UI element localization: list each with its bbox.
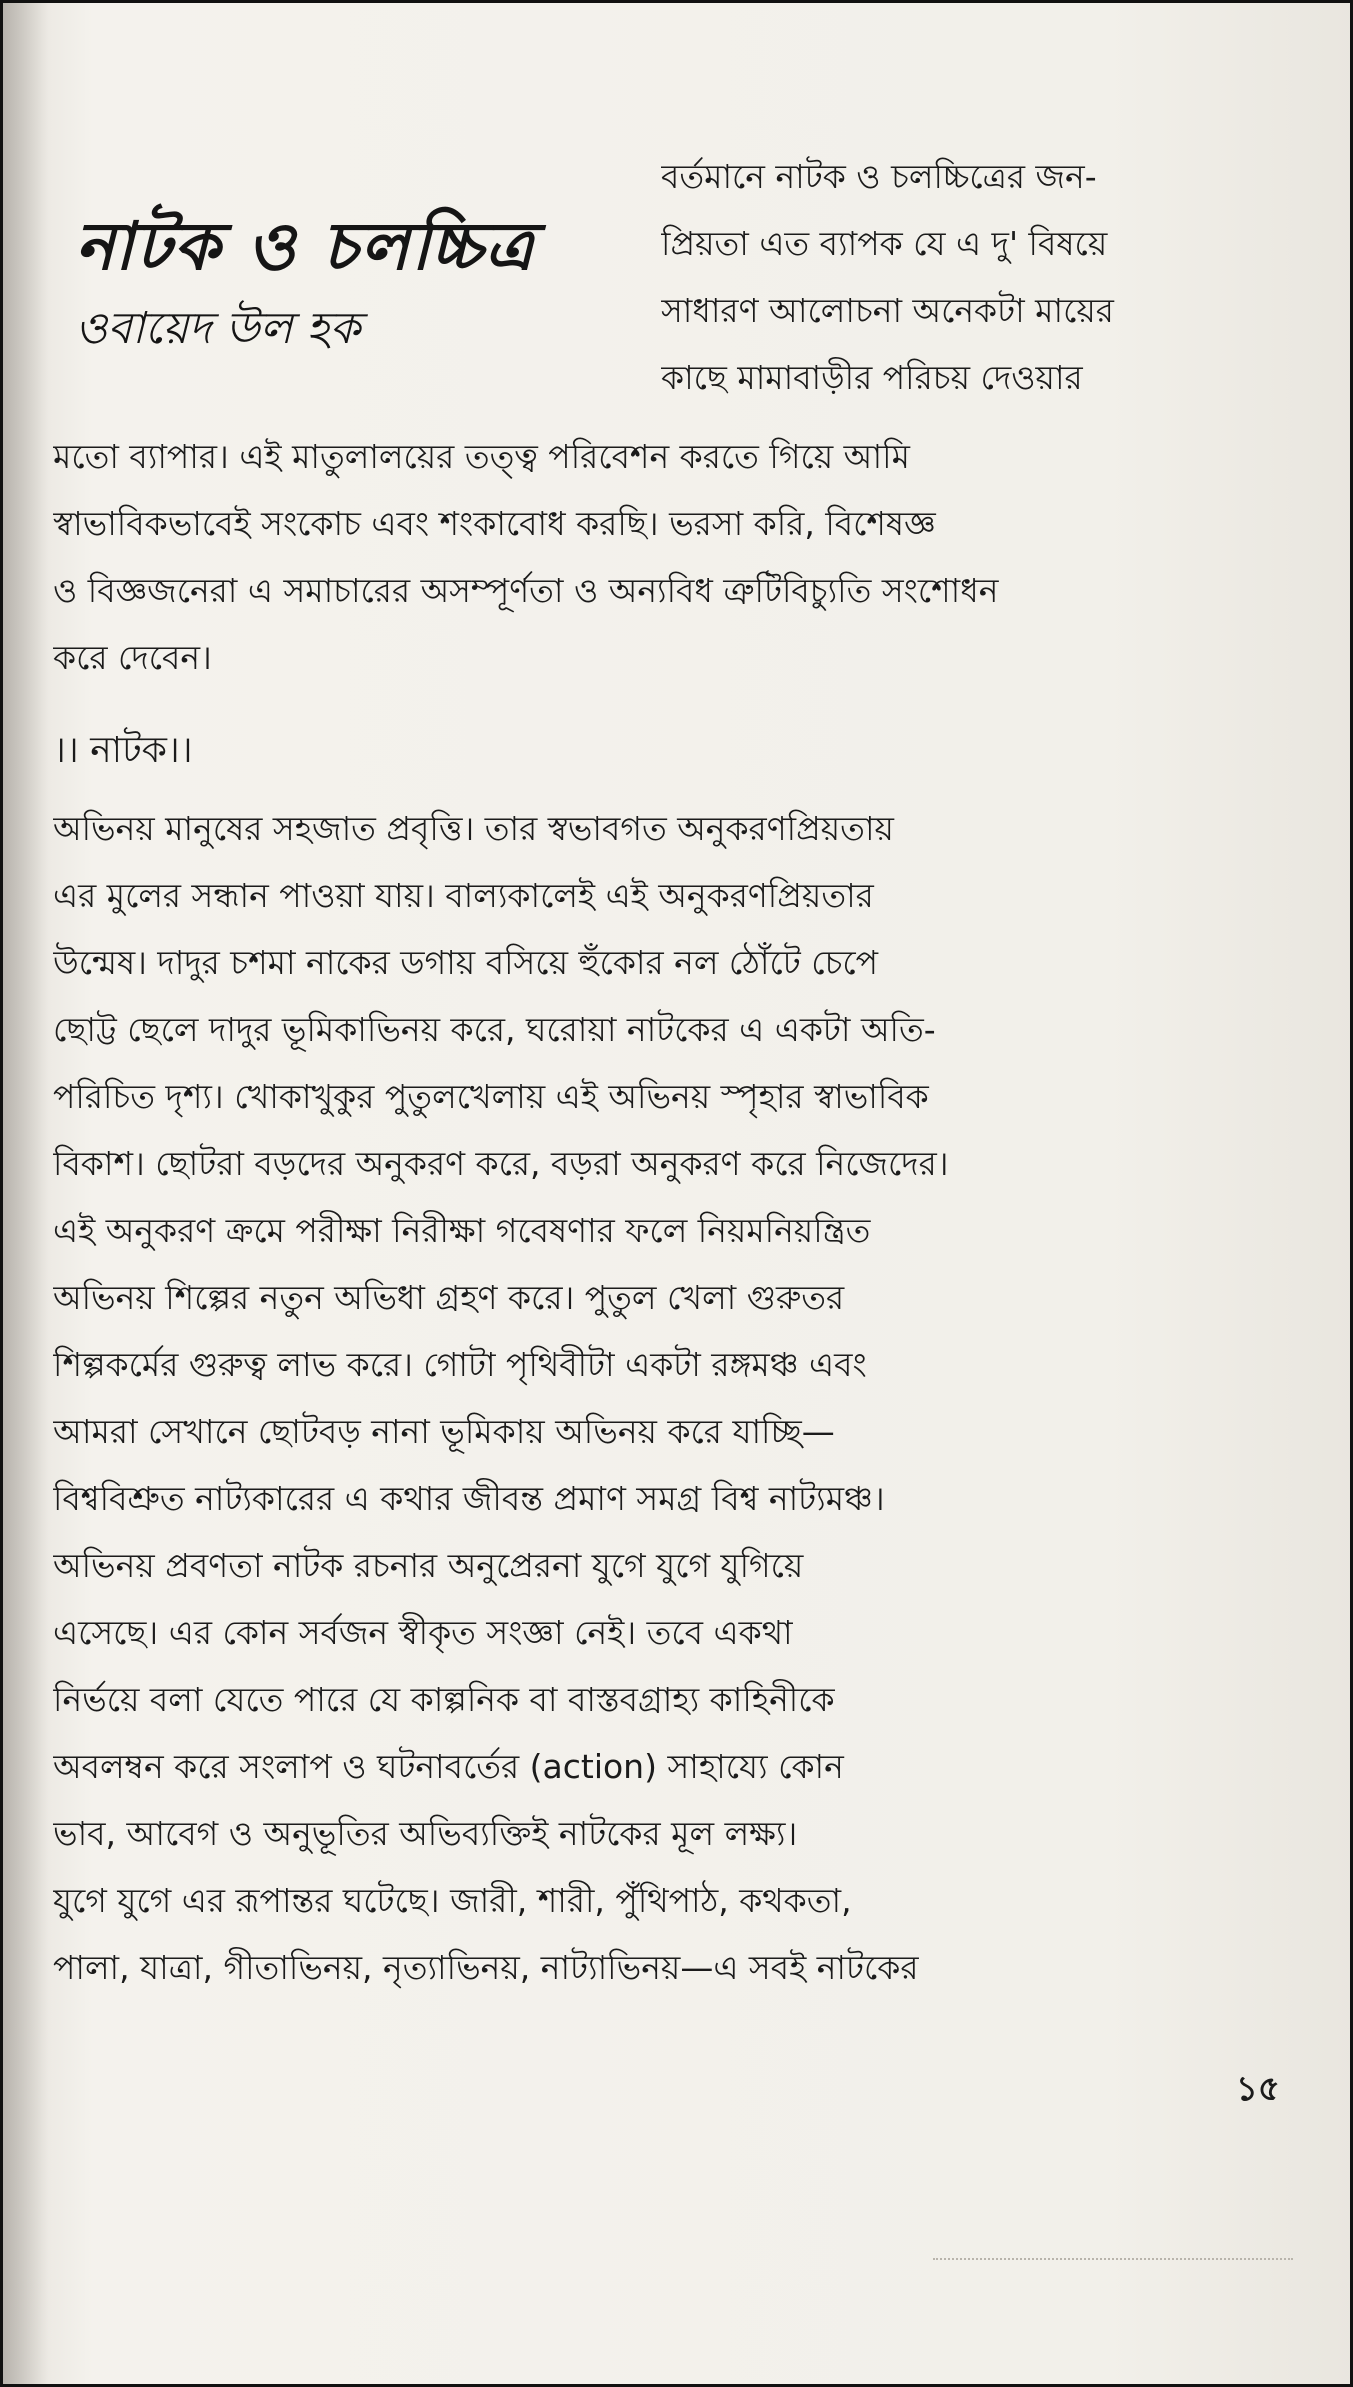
text-line: বিশ্ববিশ্রুত নাট্যকারের এ কথার জীবন্ত প্রমাণ সমগ্র বিশ্ব নাট্যমঞ্চ। bbox=[53, 1479, 885, 1518]
text-line: করে দেবেন। bbox=[53, 638, 212, 677]
text-line: স্বাভাবিকভাবেই সংকোচ এবং শংকাবোধ করছি। ভরসা করি, বিশেষজ্ঞ bbox=[53, 504, 936, 543]
text-line: ভাব, আবেগ ও অনুভূতির অভিব্যক্তিই নাটকের মূল লক্ষ্য। bbox=[53, 1814, 798, 1853]
text-line: আমরা সেখানে ছোটবড় নানা ভূমিকায় অভিনয় করে যাচ্ছি— bbox=[53, 1412, 835, 1451]
text-line: এই অনুকরণ ক্রমে পরীক্ষা নিরীক্ষা গবেষণার ফলে নিয়মনিয়ন্ত্রিত bbox=[53, 1211, 871, 1250]
text-line: বিকাশ। ছোটরা বড়দের অনুকরণ করে, বড়রা অনুকরণ করে নিজেদের। bbox=[53, 1144, 949, 1183]
text-line: যুগে যুগে এর রূপান্তর ঘটেছে। জারী, শারী, পুঁথিপাঠ, কথকতা, bbox=[53, 1881, 852, 1920]
page-number: ১৫ bbox=[1235, 2069, 1280, 2109]
text-line: এর মুলের সন্ধান পাওয়া যায়। বাল্যকালেই এই অনুকরণপ্রিয়তার bbox=[53, 876, 874, 915]
text-line: অভিনয় প্রবণতা নাটক রচনার অনুপ্রেরনা যুগে যুগে যুগিয়ে bbox=[53, 1546, 804, 1585]
title-block bbox=[75, 203, 615, 359]
text-line: শিল্পকর্মের গুরুত্ব লাভ করে। গোটা পৃথিবীটা একটা রঙ্গমঞ্চ এবং bbox=[53, 1345, 867, 1384]
text-line: কাছে মামাবাড়ীর পরিচয় দেওয়ার bbox=[661, 358, 1083, 397]
text-line: সাধারণ আলোচনা অনেকটা মায়ের bbox=[661, 291, 1114, 330]
binding-shadow bbox=[3, 3, 49, 2384]
section-heading: ।। নাটক।। bbox=[53, 730, 193, 771]
body-text bbox=[53, 423, 1283, 2001]
text-line: বর্তমানে নাটক ও চলচ্চিত্রের জন- bbox=[661, 157, 1097, 196]
text-line: পালা, যাত্রা, গীতাভিনয়, নৃত্যাভিনয়, নাট্যাভিনয়—এ সবই নাটকের bbox=[53, 1948, 919, 1987]
text-line: উন্মেষ। দাদুর চশমা নাকের ডগায় বসিয়ে হুঁকোর নল ঠোঁটে চেপে bbox=[53, 943, 879, 982]
intro-paragraph-start bbox=[661, 143, 1283, 411]
article-author: ওবায়েদ উল হক bbox=[75, 303, 361, 354]
text-line: ছোট্ট ছেলে দাদুর ভূমিকাভিনয় করে, ঘরোয়া নাটকের এ একটা অতি- bbox=[53, 1010, 936, 1049]
text-line: নির্ভয়ে বলা যেতে পারে যে কাল্পনিক বা বাস্তবগ্রাহ্য কাহিনীকে bbox=[53, 1680, 835, 1719]
text-line: অভিনয় মানুষের সহজাত প্রবৃত্তি। তার স্বভাবগত অনুকরণপ্রিয়তায় bbox=[53, 809, 894, 848]
article-title: নাটক ও চলচ্চিত্র bbox=[75, 207, 536, 285]
text-line: অভিনয় শিল্পের নতুন অভিধা গ্রহণ করে। পুতুল খেলা গুরুতর bbox=[53, 1278, 845, 1317]
text-line: পরিচিত দৃশ্য। খোকাখুকুর পুতুলখেলায় এই অভিনয় স্পৃহার স্বাভাবিক bbox=[53, 1077, 929, 1116]
print-smudge bbox=[933, 2258, 1293, 2262]
text-line: মতো ব্যাপার। এই মাতুলালয়ের তত্ত্ব পরিবেশন করতে গিয়ে আমি bbox=[53, 437, 910, 476]
text-line: ও বিজ্ঞজনেরা এ সমাচারের অসম্পূর্ণতা ও অন্যবিধ ত্রুটিবিচ্যুতি সংশোধন bbox=[53, 571, 999, 610]
text-line: অবলম্বন করে সংলাপ ও ঘটনাবর্তের (action) সাহায্যে কোন bbox=[53, 1747, 844, 1786]
text-line: প্রিয়তা এত ব্যাপক যে এ দু' বিষয়ে bbox=[661, 224, 1108, 263]
text-line: এসেছে। এর কোন সর্বজন স্বীকৃত সংজ্ঞা নেই। তবে একথা bbox=[53, 1613, 793, 1652]
